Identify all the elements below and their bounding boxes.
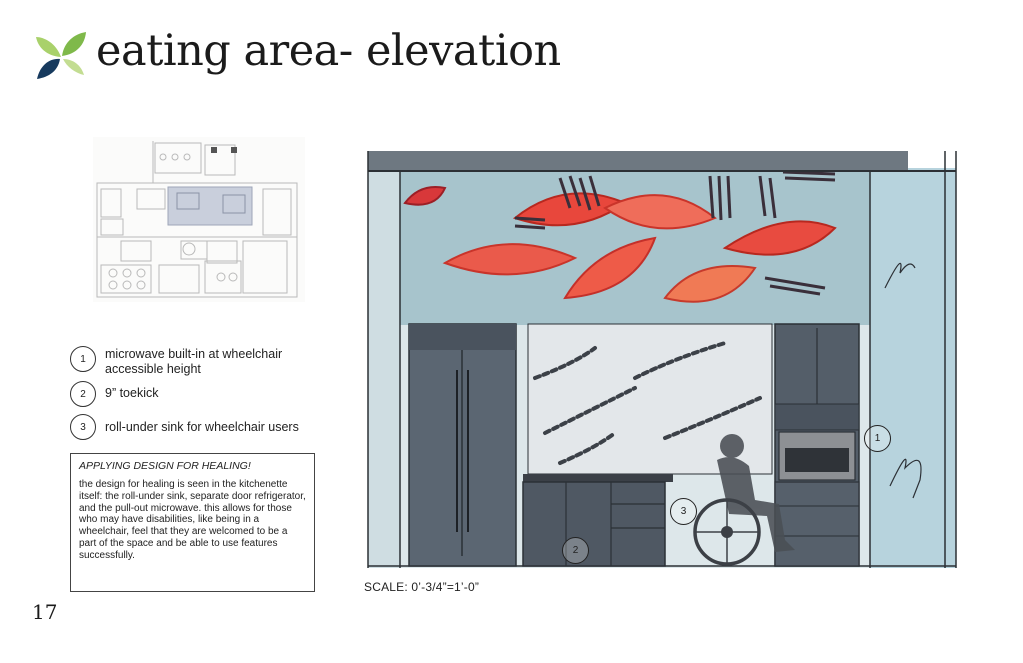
legend-item-toekick <box>70 381 330 407</box>
legend-number: 3 <box>70 414 96 440</box>
callout-3: 3 <box>670 498 697 525</box>
leaf-logo-icon <box>34 31 88 81</box>
legend-text: 9” toekick <box>105 386 159 400</box>
page-number: 17 <box>32 600 58 624</box>
scale-label: SCALE: 0’-3/4”=1’-0” <box>364 580 480 594</box>
callout-1: 1 <box>864 425 891 452</box>
page-title: eating area- elevation <box>96 26 561 76</box>
legend-number: 1 <box>70 346 96 372</box>
legend-item-microwave <box>70 346 330 377</box>
kitchen-elevation-drawing <box>365 148 960 570</box>
legend-text: roll-under sink for wheelchair users <box>105 420 299 434</box>
legend-text: microwave built-in at wheelchair accessible height <box>105 347 283 376</box>
legend-number: 2 <box>70 381 96 407</box>
design-for-healing-box <box>70 453 315 592</box>
callout-2: 2 <box>562 537 589 564</box>
healing-heading: APPLYING DESIGN FOR HEALING! <box>79 460 251 472</box>
healing-body: the design for healing is seen in the kitchenette itself: the roll-under sink, separate door refrigerator, and the pull-out microwave. this allows for those who may have disabilities, like being in a wheelchair, feel that they are welcomed to be a part of the space and be able to use features successfully. <box>79 479 306 561</box>
legend-item-sink <box>70 414 330 440</box>
floor-plan-thumbnail <box>93 137 305 302</box>
